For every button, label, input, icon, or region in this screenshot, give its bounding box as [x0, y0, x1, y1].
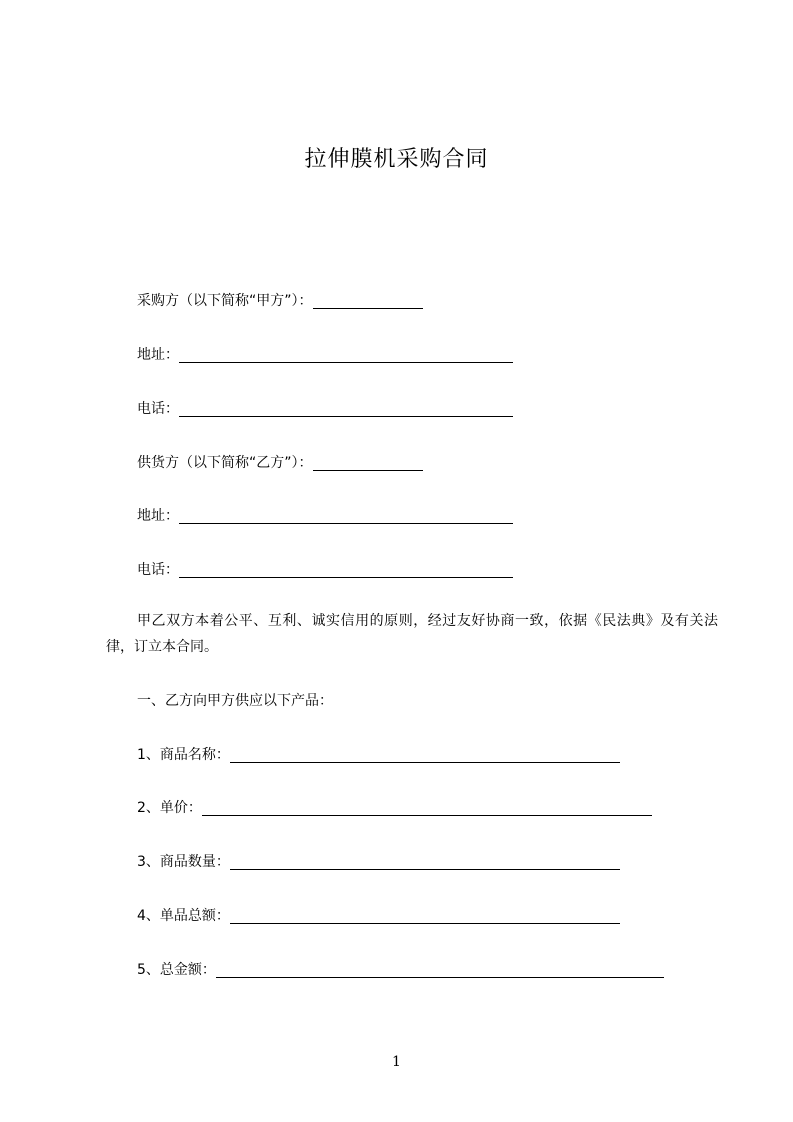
item-unit-price-label: 2、单价：: [137, 800, 202, 816]
party-a-address-line: [137, 345, 513, 365]
party-b-phone-label: 电话：: [137, 562, 179, 578]
item-product-name: [137, 745, 620, 765]
party-a-line: [137, 291, 423, 311]
item-total-amount: [137, 960, 664, 980]
item-product-name-blank: [230, 747, 620, 763]
item-total-amount-blank: [216, 962, 664, 978]
item-subtotal: [137, 906, 620, 926]
party-a-address-label: 地址：: [137, 347, 179, 363]
party-a-phone-label: 电话：: [137, 401, 179, 417]
party-b-phone-blank: [179, 562, 513, 578]
item-subtotal-label: 4、单品总额：: [137, 908, 230, 924]
contract-title: 拉伸膜机采购合同: [304, 147, 489, 172]
party-a-phone-blank: [179, 401, 513, 417]
party-a-phone-line: [137, 399, 513, 419]
party-a-address-blank: [179, 347, 513, 363]
section1-heading: [137, 691, 333, 711]
item-total-amount-label: 5、总金额：: [137, 962, 216, 978]
party-b-phone-line: [137, 560, 513, 580]
intro-paragraph: 甲乙双方本着公平、互利、诚实信用的原则，经过友好协商一致，依据《民法典》及有关法律，订立本合同。: [106, 613, 718, 655]
party-b-address-label: 地址：: [137, 508, 179, 524]
party-b-label: 供货方（以下简称“乙方”）：: [137, 455, 313, 471]
item-product-name-label: 1、商品名称：: [137, 747, 230, 763]
page-number: 1: [392, 1054, 401, 1070]
item-unit-price: [137, 798, 652, 818]
item-unit-price-blank: [202, 800, 652, 816]
item-subtotal-blank: [230, 908, 620, 924]
party-a-label: 采购方（以下简称“甲方”）：: [137, 293, 313, 309]
item-quantity: [137, 852, 620, 872]
party-a-blank: [313, 293, 423, 309]
item-quantity-label: 3、商品数量：: [137, 854, 230, 870]
party-b-blank: [313, 455, 423, 471]
party-b-address-line: [137, 506, 513, 526]
section1-heading-text: 一、乙方向甲方供应以下产品：: [137, 693, 333, 709]
party-b-line: [137, 453, 423, 473]
party-b-address-blank: [179, 508, 513, 524]
item-quantity-blank: [230, 854, 620, 870]
